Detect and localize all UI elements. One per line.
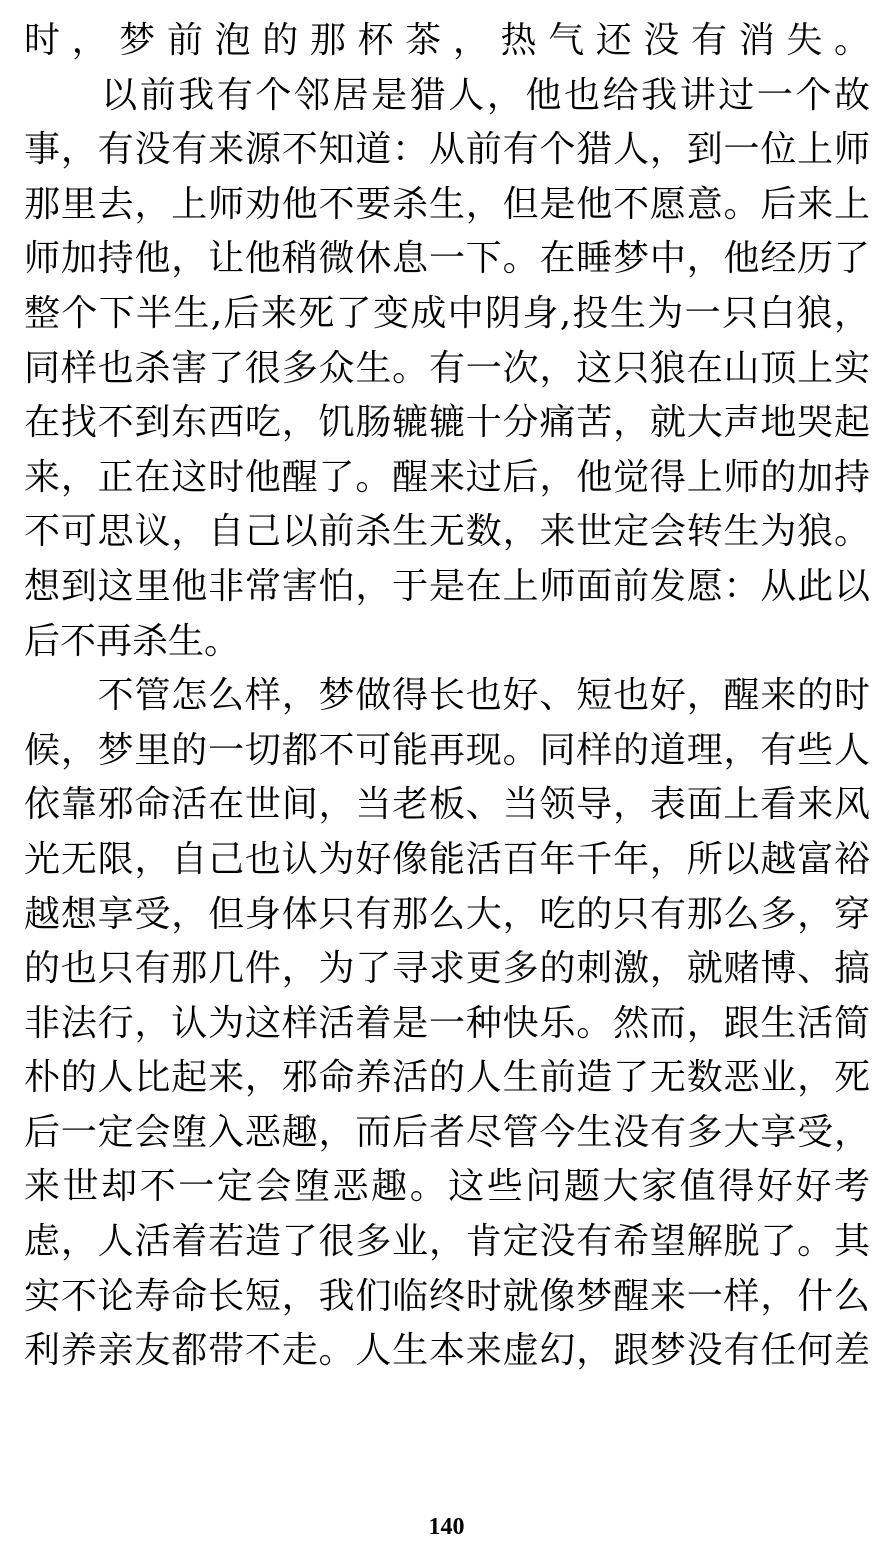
text-line: 虑，人活着若造了很多业，肯定没有希望解脱了。其 bbox=[24, 1221, 870, 1263]
text-line: 想到这里他非常害怕，于是在上师面前发愿：从此以 bbox=[24, 565, 870, 607]
text-line: 候，梦里的一切都不可能再现。同样的道理，有些人 bbox=[24, 729, 870, 771]
text-line: 那里去，上师劝他不要杀生，但是他不愿意。后来上 bbox=[24, 183, 870, 225]
text-line: 不管怎么样，梦做得长也好、短也好，醒来的时 bbox=[24, 675, 870, 717]
text-line: 来世却不一定会堕恶趣。这些问题大家值得好好考 bbox=[24, 1166, 870, 1208]
text-line: 来，正在这时他醒了。醒来过后，他觉得上师的加持 bbox=[24, 456, 870, 498]
text-line: 实不论寿命长短，我们临终时就像梦醒来一样，什么 bbox=[24, 1275, 870, 1317]
page-number: 140 bbox=[428, 1514, 465, 1540]
text-line: 朴的人比起来，邪命养活的人生前造了无数恶业，死 bbox=[24, 1057, 870, 1099]
text-line: 时，梦前泡的那杯茶，热气还没有消失。 bbox=[24, 20, 870, 61]
text-line: 以前我有个邻居是猎人，他也给我讲过一个故 bbox=[24, 74, 870, 116]
text-line: 师加持他，让他稍微休息一下。在睡梦中，他经历了 bbox=[24, 238, 870, 280]
text-line: 不可思议，自己以前杀生无数，来世定会转生为狼。 bbox=[24, 511, 870, 553]
text-line: 后一定会堕入恶趣，而后者尽管今生没有多大享受， bbox=[24, 1111, 870, 1153]
text-line: 的也只有那几件，为了寻求更多的刺激，就赌博、搞 bbox=[24, 948, 870, 990]
text-line: 利养亲友都带不走。人生本来虚幻，跟梦没有任何差 bbox=[24, 1330, 870, 1372]
text-line: 光无限，自己也认为好像能活百年千年，所以越富裕 bbox=[24, 838, 870, 880]
text-line: 非法行，认为这样活着是一种快乐。然而，跟生活简 bbox=[24, 1002, 870, 1044]
text-line: 同样也杀害了很多众生。有一次，这只狼在山顶上实 bbox=[24, 347, 870, 389]
body-text bbox=[24, 14, 870, 1379]
text-line: 整个下半生,后来死了变成中阴身,投生为一只白狼， bbox=[24, 292, 870, 334]
text-line: 越想享受，但身体只有那么大，吃的只有那么多，穿 bbox=[24, 893, 870, 935]
text-line: 后不再杀生。 bbox=[24, 620, 241, 662]
text-line: 在找不到东西吃，饥肠辘辘十分痛苦，就大声地哭起 bbox=[24, 402, 870, 444]
text-line: 依靠邪命活在世间，当老板、当领导，表面上看来风 bbox=[24, 784, 870, 826]
text-line: 事，有没有来源不知道：从前有个猎人，到一位上师 bbox=[24, 129, 870, 171]
